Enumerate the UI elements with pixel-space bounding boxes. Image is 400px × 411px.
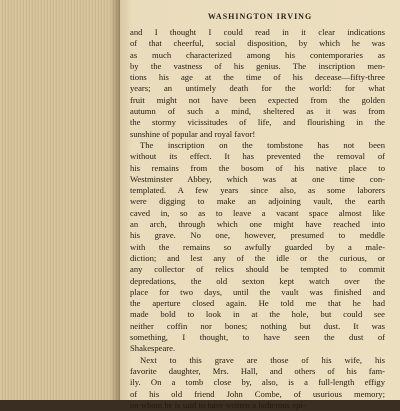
text-line: fruit might not have been expected from the golden xyxy=(130,94,385,105)
text-line: place for two days, until the vault was finished and xyxy=(130,286,385,297)
paragraph xyxy=(130,140,385,355)
paragraph xyxy=(130,355,385,411)
text-line: something, I thought, to have seen the dust of xyxy=(130,332,385,343)
text-line: of his old friend John Combe, of usurious memory; xyxy=(130,388,385,399)
text-line: the stormy vicissitudes of life, and flourishing in the xyxy=(130,117,385,128)
text-line: autumn of such a mind, sheltered as it was from xyxy=(130,106,385,117)
text-line: Westminster Abbey, which was at one time con- xyxy=(130,173,385,184)
text-line: an arch, through which one might have reached into xyxy=(130,219,385,230)
text-line: caved in, so as to leave a vacant space almost like xyxy=(130,207,385,218)
text-line: of that cheerful, social disposition, by which he was xyxy=(130,38,385,49)
book-page xyxy=(120,0,400,410)
text-line: years; an untimely death for the world: for what xyxy=(130,83,385,94)
text-line: ily. On a tomb close by, also, is a full-length effigy xyxy=(130,377,385,388)
paragraph xyxy=(130,27,385,140)
text-line: on whom he is said to have written a ludicrous epi- xyxy=(130,399,306,410)
text-line: were digging to make an adjoining vault, the earth xyxy=(130,196,385,207)
text-line: diction; and lest any of the idle or the curious, or xyxy=(130,252,385,263)
text-line: templated. A few years since also, as some laborers xyxy=(130,185,385,196)
text-line: and I thought I could read in it clear indications xyxy=(130,27,385,37)
text-line: any collector of relics should be tempted to commit xyxy=(130,264,385,275)
text-line: his remains from the bosom of his native place to xyxy=(130,162,385,173)
text-line: favorite daughter, Mrs. Hall, and others of his fam- xyxy=(130,365,385,376)
text-line: The inscription on the tombstone has not been xyxy=(140,139,385,150)
text-line: by the vastness of his genius. The inscription men- xyxy=(130,60,385,71)
text-line: Next to this grave are those of his wife, his xyxy=(140,354,385,365)
text-line: made bold to look in at the hole, but could see xyxy=(130,309,385,320)
text-line: neither coffin nor bones; nothing but dust. It was xyxy=(130,320,385,331)
body-text xyxy=(130,27,385,411)
book-page-edges xyxy=(0,0,120,400)
text-line: Shakespeare. xyxy=(130,343,176,354)
text-line: with the remains so awfully guarded by a male- xyxy=(130,241,385,252)
text-line: depredations, the old sexton kept watch over the xyxy=(130,275,385,286)
text-line: his grave. No one, however, presumed to meddle xyxy=(130,230,385,241)
text-line: tions his age at the time of his decease—fifty-three xyxy=(130,72,385,83)
running-head: WASHINGTON IRVING xyxy=(207,12,313,21)
text-line: as much characterized among his contemporaries as xyxy=(130,49,385,60)
text-line: without its effect. It has prevented the removal of xyxy=(130,151,385,162)
text-line: the aperture closed again. He told me that he had xyxy=(130,298,385,309)
text-line: sunshine of popular and royal favor! xyxy=(130,128,256,139)
